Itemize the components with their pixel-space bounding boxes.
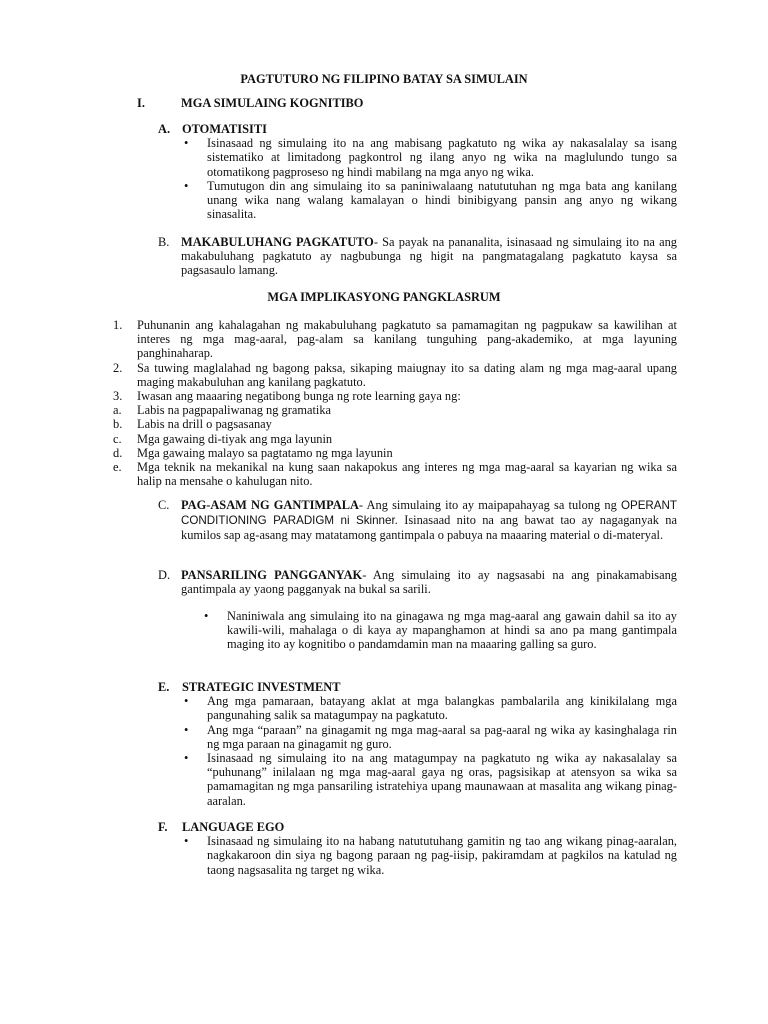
section-a-letter: A. — [158, 122, 171, 136]
bullet-item: • Isinasaad ng simulaing ito na ang mabisang pagkatuto ng wika ay nakasalalay sa isang sistematiko at limitadong pagkontrol ng ilang anyo ng wika na maglulundo tungo sa otomatikong pagproseso ng hindi mabilang na mga anyo ng wika. — [181, 136, 677, 179]
section-f-bullets — [181, 834, 677, 877]
section-b-letter: B. — [158, 235, 170, 249]
section-heading-1 — [137, 96, 363, 110]
section-e — [158, 680, 677, 808]
roman-numeral: I. — [137, 96, 145, 110]
section-a-heading: OTOMATISITI — [182, 122, 267, 136]
bullet-item: • Ang mga pamaraan, batayang aklat at mga balangkas pambalarila ang kinikilalang mga pangunahing salik sa matagumpay na pagkatuto. — [181, 694, 677, 722]
bullet-item: • Ang mga “paraan” na ginagamit ng mga mag-aaral sa pag-aaral ng wika ay kasinghalaga rin ng mga paraan na ginagamit ng guro. — [181, 723, 677, 751]
section-d-text: - Ang simulaing ito ay nagsasabi na ang pinakamabisang gantimpala ay yaong pagganyak na bukal sa sarili. — [181, 568, 677, 597]
section-e-bullets — [181, 694, 677, 808]
section-b — [158, 235, 677, 278]
sub-list-item: b. Labis na drill o pagsasanay — [113, 417, 272, 432]
list-item: 2. Sa tuwing maglalahad ng bagong paksa, sikaping maiugnay ito sa dating alam ng mga mag-aaral upang maging makabuluhan ang kanilang pagkatuto. — [113, 360, 677, 389]
section-a — [158, 122, 677, 221]
sub-list-item: c. Mga gawaing di-tiyak ang mga layunin — [113, 431, 333, 446]
section-f-letter: F. — [158, 820, 168, 834]
section-f — [158, 820, 677, 877]
section-d-letter: D. — [158, 568, 171, 582]
section-f-heading: LANGUAGE EGO — [182, 820, 285, 834]
implications-list — [113, 318, 677, 488]
sub-list-item: a. Labis na pagpapaliwanag ng gramatika — [113, 403, 332, 418]
section-c-text-b: OPERANT CONDITIONING PARADIGM ni Skinner. — [181, 499, 677, 528]
section-c-text-c: Isinasaad nito na ang bawat tao ay nagaganyak na kumilos sap ag-asang may matatamong gantimpala o pabuya na maaaring material o di-materyal. — [181, 513, 677, 543]
section-d-heading: PANSARILING PANGGANYAK — [181, 568, 363, 582]
section-b-text: - Sa payak na pananalita, isinasaad ng simulaing ito na ang makabuluhang pagkatuto ay nagbubunga ng higit na pangmatagalang pagkatuto kaysa sa pagsasaulo lamang. — [181, 235, 677, 278]
sub-list-item: e. Mga teknik na mekanikal na kung saan nakapokus ang interes ng mga mag-aaral sa kayarian ng wika sa halip na mensahe o kahulugan nito. — [113, 460, 677, 489]
section-c — [158, 498, 677, 543]
section-a-bullets — [181, 136, 677, 221]
bullet-item: • Naniniwala ang simulaing ito na ginagawa ng mga mag-aaral ang gawain dahil sa ito ay kawili-wili, mahalaga o di kaya ay mapanghamon at hindi sa ano pa mang gantimpala maging ito ay kognitibo o pandamdamin man na maaaring galling sa guro. — [201, 609, 677, 652]
section-c-letter: C. — [158, 498, 170, 512]
bullet-item: • Tumutugon din ang simulaing ito sa paniniwalaang natututuhan ng mga bata ang kanilang unang wika nang walang kamalayan o hindi binibigyang pansin ang anyo ng wikang sinasalita. — [181, 179, 677, 222]
document-title: PAGTUTURO NG FILIPINO BATAY SA SIMULAIN — [240, 72, 528, 86]
implications-heading: MGA IMPLIKASYONG PANGKLASRUM — [267, 290, 501, 304]
section-e-heading: STRATEGIC INVESTMENT — [182, 680, 341, 694]
section-b-heading: MAKABULUHANG PAGKATUTO — [181, 235, 374, 249]
section-e-letter: E. — [158, 680, 170, 694]
list-item: 1. Puhunanin ang kahalagahan ng makabuluhang pagkatuto sa pamamagitan ng pagpukaw sa kawilihan at interes ng mga mag-aaral, pag-alam sa kanilang tunguhing pang-akademiko, at mga layuning panghinaharap. — [113, 318, 677, 361]
section-d — [158, 568, 677, 596]
list-item: 3. Iwasan ang maaaring negatibong bunga ng rote learning gaya ng: — [113, 389, 461, 404]
section-d-bullets-wrap — [201, 609, 677, 652]
section-d-bullets — [201, 609, 677, 652]
section-c-heading: PAG-ASAM NG GANTIMPALA — [181, 498, 359, 512]
bullet-item: • Isinasaad ng simulaing ito na habang natututuhang gamitin ng tao ang wikang pinag-aaralan, nagkakaroon din siya ng bagong paraan ng pag-iisip, pakiramdam at pagkilos na katulad ng taong nagsasalita ng target ng wika. — [181, 834, 677, 877]
bullet-item: • Isinasaad ng simulaing ito na ang matagumpay na pagkatuto ng wika ay nakasalalay sa “puhunang” inilalaan ng mga mag-aaral gaya ng oras, pagsisikap at atensyon sa wika sa pamamagitan ng mga pansariling istratehiya upang maunawaan at masalita ang wikang pinag-aaralan. — [181, 751, 677, 808]
section-heading-text: MGA SIMULAING KOGNITIBO — [181, 96, 364, 110]
sub-list-item: d. Mga gawaing malayo sa pagtatamo ng mga layunin — [113, 445, 393, 460]
section-c-text-a: - Ang simulaing ito ay maipapahayag sa tulong ng — [358, 498, 621, 512]
